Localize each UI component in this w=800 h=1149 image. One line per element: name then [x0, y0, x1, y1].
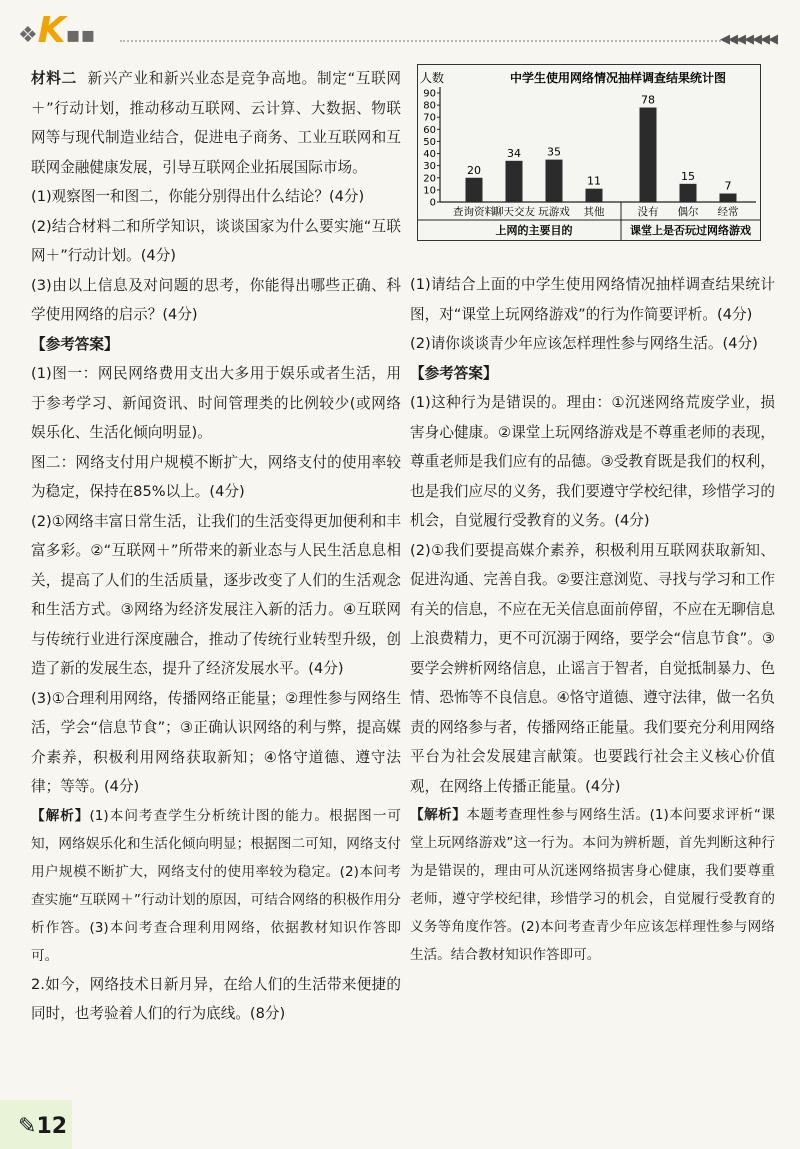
- category-label-玩游戏: 玩游戏: [538, 206, 570, 218]
- answer-3: (3)①合理利用网络，传播网络正能量；②理性参与网络生活，学会“信息节食”；③正确认识网络的利与弊，提高媒介素养，积极利用网络获取新知；④恪守道德、遵守法律；等等。(4分): [31, 689, 401, 795]
- y-tick-label: 90: [423, 88, 436, 100]
- category-label-查询资料: 查询资料: [453, 206, 495, 218]
- category-label-没有: 没有: [637, 206, 659, 218]
- right-question-1: (1)请结合上面的中学生使用网络情况抽样调查结果统计图，对“课堂上玩网络游戏”的行为作简要评析。(4分): [410, 276, 775, 323]
- material-two: 材料二 新兴产业和新兴业态是竞争高地。制定“互联网＋”行动计划，推动移动互联网、云计算、大数据、物联网等与现代制造业结合，促进电子商务、工业互联网和互联网金融健康发展，引导互联网企业拓展国际市场。: [31, 70, 402, 176]
- page-number: ✎12: [18, 1114, 68, 1139]
- bar-聊天交友: [506, 161, 523, 202]
- bar-查询资料: [466, 178, 483, 202]
- answer-1b: 图二：网络支付用户规模不断扩大，网络支付的使用率较为稳定，保持在85%以上。(4分): [31, 453, 401, 500]
- y-axis-label: 人数: [420, 71, 445, 85]
- right-analysis: 【解析】本题考查理性参与网络生活。(1)本问要求评析“课堂上玩网络游戏”这一行为。本问为辨析题，首先判断这种行为是错误的，理由可从沉迷网络损害身心健康，我们要尊重老师，遵守学校纪律，珍惜学习的机会，自觉履行受教育的义务等角度作答。(2)本问考查青少年应该怎样理性参与网络生活。结合教材知识作答即可。: [410, 807, 776, 963]
- data-label-聊天交友: 34: [507, 146, 521, 160]
- series-logo: ❖K▪▪: [18, 10, 96, 51]
- bar-玩游戏: [546, 160, 563, 202]
- question-1: (1)观察图一和图二，你能分别得出什么结论？(4分): [31, 188, 365, 205]
- right-question-2: (2)请你谈谈青少年应该怎样理性参与网络生活。(4分): [410, 335, 758, 352]
- category-label-偶尔: 偶尔: [677, 206, 699, 218]
- data-label-其他: 11: [587, 174, 601, 188]
- arrow-decoration-icon: ◀◀◀◀◀◀◀: [720, 32, 776, 47]
- y-tick-label: 10: [423, 185, 436, 197]
- bar-没有: [640, 108, 657, 202]
- survey-bar-chart: [417, 64, 761, 241]
- header-divider: [120, 40, 740, 42]
- right-answer-1: (1)这种行为是错误的。理由：①沉迷网络荒废学业，损害身心健康。②课堂上玩网络游戏是不尊重老师的表现，尊重老师是我们应有的品德。③受教育既是我们的权利，也是我们应尽的义务，我们要遵守学校纪律，珍惜学习的机会，自觉履行受教育的义务。(4分): [410, 394, 775, 529]
- right-answer-2: (2)①我们要提高媒介素养，积极利用互联网获取新知、促进沟通、完善自我。②要注意浏览、寻找与学习和工作有关的信息，不应在无关信息面前停留，不应在无聊信息上浪费精力，更不可沉溺于网络，要学会“信息节食”。③要学会辨析网络信息，止谣言于智者，自觉抵制暴力、色情、恐怖等不良信息。④恪守道德、遵守法律，做一名负责的网络参与者，传播网络正能量。我们要充分利用网络平台为社会发展建言献策。也要践行社会主义核心价值观，在网络上传播正能量。(4分): [410, 541, 775, 795]
- chart-title: 中学生使用网络情况抽样调查结果统计图: [509, 71, 727, 85]
- y-tick-label: 50: [423, 136, 436, 148]
- left-column: [31, 64, 401, 1029]
- answer-1: (1)图一：网民网络费用支出大多用于娱乐或者生活，用于参考学习、新闻资讯、时间管理类的比例较少(或网络娱乐化、生活化倾向明显)。: [31, 365, 401, 441]
- bar-偶尔: [680, 184, 697, 202]
- y-tick-label: 70: [423, 112, 436, 124]
- category-label-其他: 其他: [583, 206, 605, 218]
- data-label-偶尔: 15: [681, 169, 695, 183]
- data-label-没有: 78: [641, 93, 655, 107]
- y-tick-label: 20: [423, 173, 436, 185]
- question-2: (2)结合材料二和所学知识，谈谈国家为什么要实施“互联网＋”行动计划。(4分): [31, 217, 401, 264]
- bar-经常: [720, 194, 737, 202]
- y-tick-label: 40: [423, 149, 436, 161]
- data-label-经常: 7: [724, 179, 732, 193]
- answer-heading: 【参考答案】: [31, 335, 119, 353]
- answer-2: (2)①网络丰富日常生活，让我们的生活变得更加便利和丰富多彩。②“互联网＋”所带来的新业态与人民生活息息相关，提高了人们的生活质量，逐步改变了人们的生活观念和生活方式。③网络为经济发展注入新的活力。④互联网与传统行业进行深度融合，推动了传统行业转型升级，创造了新的发展生态，提升了经济发展水平。(4分): [31, 512, 401, 677]
- question-next: 2.如今，网络技术日新月异，在给人们的生活带来便捷的同时，也考验着人们的行为底线。(8分): [31, 975, 401, 1022]
- data-label-玩游戏: 35: [547, 145, 561, 159]
- category-label-经常: 经常: [717, 206, 739, 218]
- right-answer-heading: 【参考答案】: [410, 364, 498, 382]
- bar-其他: [586, 189, 603, 202]
- group-label-0: 上网的主要目的: [495, 224, 573, 237]
- y-tick-label: 60: [423, 124, 436, 136]
- page-header: [0, 0, 800, 56]
- y-tick-label: 80: [423, 100, 436, 112]
- group-label-1: 课堂上是否玩过网络游戏: [630, 224, 751, 237]
- y-tick-label: 30: [423, 161, 436, 173]
- analysis: 【解析】(1)本问考查学生分析统计图的能力。根据图一可知，网络娱乐化和生活化倾向明显；根据图二可知，网络支付用户规模不断扩大，网络支付的使用率较为稳定。(2)本问考查实施“互联网＋”行动计划的原因，可结合网络的积极作用分析作答。(3)本问考查合理利用网络，依据教材知识作答即可。: [31, 807, 402, 964]
- right-column: [410, 270, 775, 969]
- data-label-查询资料: 20: [467, 163, 481, 177]
- category-label-聊天交友: 聊天交友: [493, 206, 535, 218]
- y-tick-label: 0: [429, 197, 436, 209]
- question-3: (3)由以上信息及对问题的思考，你能得出哪些正确、科学使用网络的启示？(4分): [31, 276, 401, 323]
